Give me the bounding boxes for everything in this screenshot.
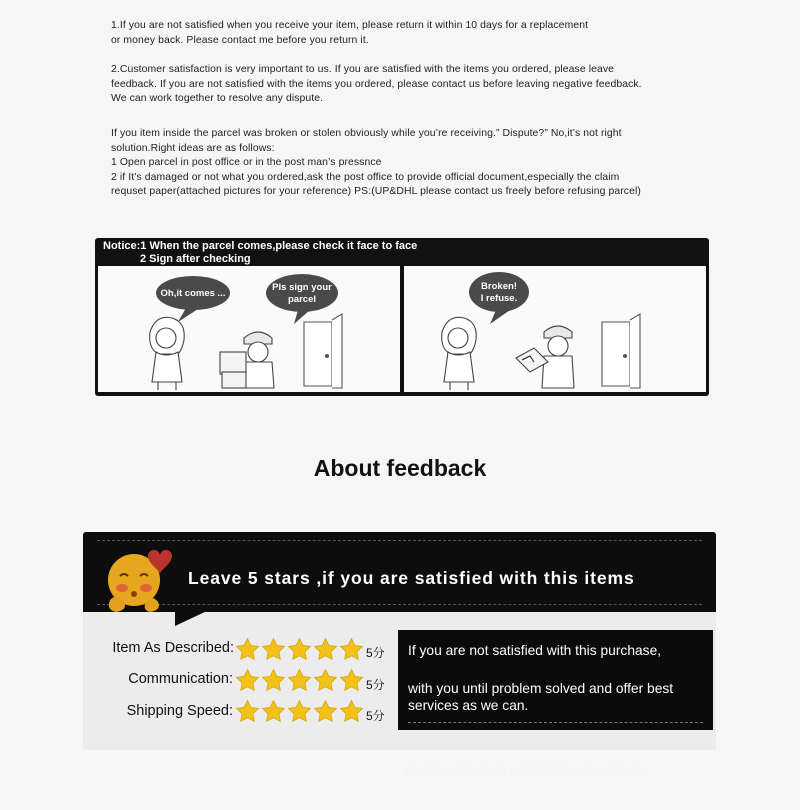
policy-line: 2.Customer satisfaction is very important to us. If you are satisfied with the items you ordered, please leave	[111, 64, 615, 75]
policy-paragraph-1	[111, 19, 711, 48]
rating-label: Communication:	[128, 671, 233, 687]
bubble-courier-text-1: Pls sign your	[272, 282, 332, 293]
banner-pointer	[175, 610, 209, 626]
comic-illustration-receive	[98, 266, 400, 392]
star-icon	[287, 699, 312, 724]
star-rating	[235, 668, 364, 694]
star-icon	[261, 699, 286, 724]
rating-row-shipping-speed	[0, 700, 233, 726]
star-icon	[261, 637, 286, 662]
divider	[97, 604, 702, 605]
notice-line-2: 2 Sign after checking	[140, 253, 251, 265]
star-rating	[235, 637, 364, 663]
star-icon	[339, 699, 364, 724]
star-icon	[313, 699, 338, 724]
rating-row-communication	[0, 668, 233, 694]
message-line-2b: services as we can.	[408, 698, 529, 713]
rating-row-item-described	[0, 637, 234, 663]
feedback-caption: Leave 5 stars ,if you are satisfied with this items	[188, 568, 635, 588]
message-line-2	[408, 680, 673, 714]
notice-heading	[103, 240, 417, 266]
policy-line: feedback. If you are not satisfied with the items you ordered, please contact us before leaving negative feedback.	[111, 78, 642, 90]
message-line-2a: with you until problem solved and offer best	[408, 681, 674, 696]
policy-line: If you item inside the parcel was broken or stolen obviously while you’re receiving.” Dispute?” No,it’s not right	[111, 128, 622, 139]
policy-line: solution.Right ideas are as follows:	[111, 142, 275, 154]
bubble-customer-text: Oh,it comes ...	[160, 288, 226, 299]
policy-paragraph-2	[111, 63, 711, 107]
divider	[97, 540, 702, 541]
customer-figure	[150, 317, 185, 390]
door	[304, 314, 342, 388]
rating-score: 5分	[366, 646, 385, 660]
bubble-refuse-text-2: I refuse.	[480, 293, 518, 304]
star-icon	[339, 668, 364, 693]
courier-figure	[516, 326, 574, 388]
policy-line: requset paper(attached pictures for your reference) PS:(UP&DHL please contact us freely before refusing parcel)	[111, 186, 641, 198]
rating-label: Item As Described:	[112, 640, 234, 656]
policy-line: 1.If you are not satisfied when you receive your item, please return it within 10 days for a replacement	[111, 20, 589, 31]
star-icon	[313, 637, 338, 662]
rating-score: 5分	[366, 678, 385, 692]
rating-label: Shipping Speed:	[126, 703, 233, 719]
star-icon	[261, 668, 286, 693]
page-title: About feedback	[313, 455, 487, 481]
star-icon	[339, 637, 364, 662]
satisfaction-message-box	[398, 630, 713, 730]
blushing-emoji-icon	[100, 542, 180, 614]
star-icon	[235, 637, 260, 662]
door	[602, 314, 640, 388]
speech-bubble	[266, 274, 338, 312]
star-icon	[287, 637, 312, 662]
star-icon	[235, 699, 260, 724]
policy-line: We can work together to resolve any dispute.	[111, 93, 324, 105]
comic-panel-refuse	[404, 266, 706, 392]
divider	[408, 722, 703, 723]
feedback-banner	[83, 532, 716, 612]
contact-note: please contact us within 24hours,we’ll stay	[405, 762, 650, 777]
speech-bubble	[469, 272, 529, 312]
comic-panel-receive	[98, 266, 400, 392]
message-line-1: If you are not satisfied with this purchase,	[408, 643, 662, 658]
courier-figure	[220, 332, 274, 388]
notice-comic	[95, 238, 709, 396]
star-icon	[235, 668, 260, 693]
customer-figure	[442, 317, 477, 390]
star-icon	[287, 668, 312, 693]
policy-line: 1 Open parcel in post office or in the post man’s pressnce	[111, 157, 382, 169]
comic-illustration-refuse	[404, 266, 706, 392]
star-icon	[313, 668, 338, 693]
bubble-courier-text-2: parcel	[288, 294, 316, 305]
rating-score: 5分	[366, 709, 385, 723]
policy-paragraph-3	[111, 127, 711, 200]
star-rating	[235, 699, 364, 725]
policy-line: or money back. Please contact me before you return it.	[111, 34, 369, 46]
bubble-refuse-text-1: Broken!	[481, 281, 517, 292]
policy-line: 2 if It’s damaged or not what you ordered,ask the post office to provide official document,especially the claim	[111, 171, 620, 183]
notice-line-1: Notice:1 When the parcel comes,please check it face to face	[103, 240, 418, 252]
